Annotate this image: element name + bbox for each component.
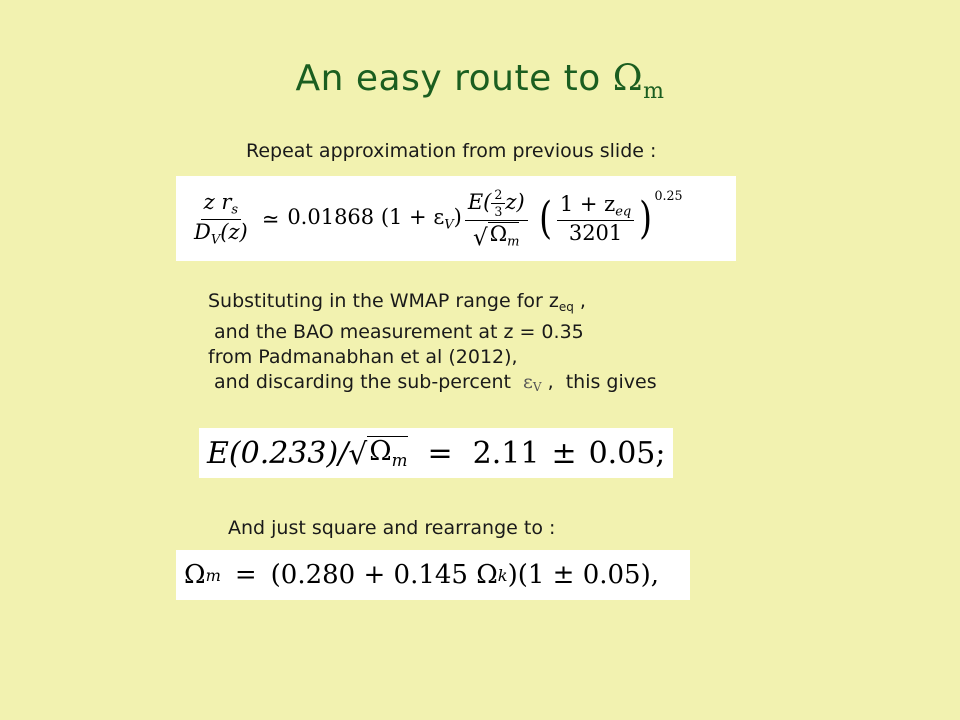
- body-line-4: and discarding the sub-percent εV , this gives: [208, 371, 657, 394]
- equation-measurement: E(0.233)/ √ $\Omega_m$ = 2.11 ± 0.05 ;: [199, 428, 673, 478]
- body-line-3: from Padmanabhan et al (2012),: [208, 346, 518, 368]
- coefficient: 0.01868 $(1 + \varepsilon_V)$: [287, 205, 462, 233]
- body-text: [208, 289, 657, 400]
- energy-fraction: E( $\frac{2}{3}$ z) √ $\Omega_m$: [465, 188, 528, 250]
- slide-title: [0, 58, 960, 104]
- title-text: An easy route to: [295, 58, 601, 99]
- omega-symbol: Ω: [612, 58, 644, 99]
- body-line-2: and the BAO measurement at z = 0.35: [208, 321, 584, 343]
- equation-omega-m: Ω m = (0.280 + 0.145 Ω k )(1 ± 0.05),: [176, 550, 690, 600]
- intro-text: Repeat approximation from previous slide :: [246, 140, 657, 162]
- equation-approximation: $\frac{z r_s}{D_V(z)}$ ≃ 0.01868 $(1 + \varepsilon_V)$ E( $\frac{2}{3}$ z) √ $\Omega_m$ ( $\frac{1 + z_{eq}}{3201}$ ) 0.25: [176, 176, 736, 261]
- exponent: 0.25: [654, 188, 683, 203]
- final-text: And just square and rearrange to :: [228, 517, 556, 539]
- body-line-1: Substituting in the WMAP range for $z_{eq}$ ,: [208, 290, 586, 314]
- title-subscript: m: [643, 79, 665, 104]
- approx-sign: ≃: [261, 207, 280, 231]
- zeq-fraction: $\frac{1 + z_{eq}}{3201}$: [557, 193, 634, 246]
- lhs-fraction: $\frac{z r_s}{D_V(z)}$: [194, 189, 248, 248]
